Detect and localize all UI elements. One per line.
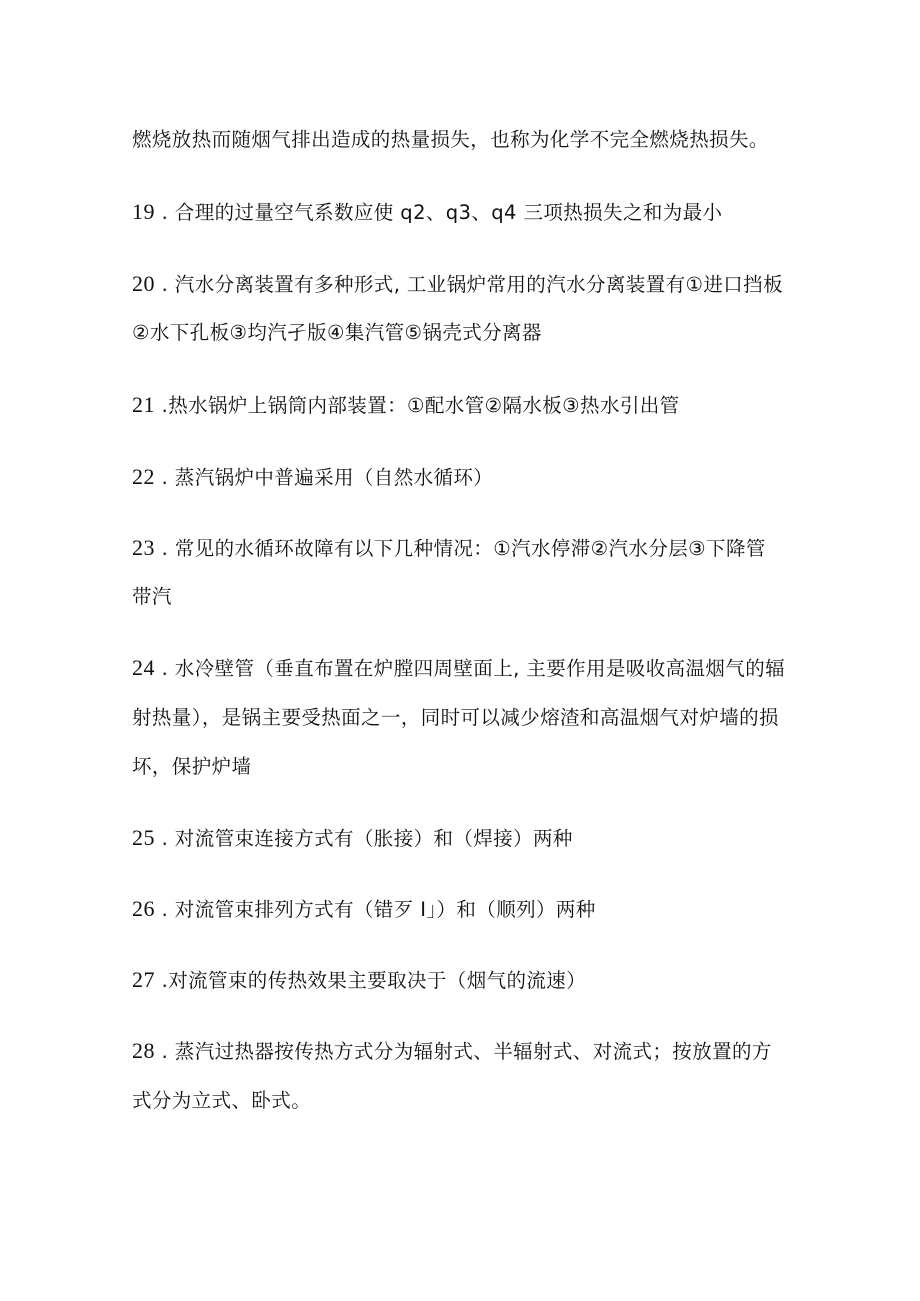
text-line (132, 755, 251, 779)
numbered-item-28 (132, 1039, 772, 1064)
item-number: 19 (132, 199, 155, 224)
item-text: 燃烧放热而随烟气排出造成的热量损失，也称为化学不完全燃烧热损失。 (132, 128, 769, 151)
text-line (132, 1089, 311, 1113)
item-text: 射热量），是锅主要受热面之一，同时可以减少熔渣和高温烟气对炉墙的损 (132, 706, 779, 729)
text-line (132, 321, 542, 345)
item-text: . 对流管束排列方式有（错歹 I」）和（顺列）两种 (155, 898, 596, 921)
text-line (132, 128, 769, 152)
item-text: 式分为立式、卧式。 (132, 1089, 312, 1112)
text-line (132, 585, 172, 609)
item-text: . 蒸汽过热器按传热方式分为辐射式、半辐射式、对流式；按放置的方 (155, 1040, 772, 1063)
item-number: 26 (132, 896, 155, 921)
item-number: 20 (132, 271, 155, 296)
numbered-item-24 (132, 656, 785, 681)
item-number: 27 (132, 967, 155, 992)
numbered-item-27 (132, 968, 586, 993)
item-number: 22 (132, 464, 155, 489)
numbered-item-25 (132, 826, 573, 851)
item-text: ②水下孔板③均汽孑版④集汽管⑤锅壳式分离器 (132, 321, 542, 344)
numbered-item-23 (132, 536, 766, 561)
item-text: . 汽水分离装置有多种形式, 工业锅炉常用的汽水分离装置有①进口挡板 (155, 273, 783, 296)
item-text: . 水冷壁管（垂直布置在炉膛四周壁面上, 主要作用是吸收高温烟气的辐 (155, 657, 785, 680)
item-text: .热水锅炉上锅筒内部装置：①配水管②隔水板③热水引出管 (155, 394, 680, 417)
item-text: . 常见的水循环故障有以下几种情况：①汽水停滞②汽水分层③下降管 (155, 537, 766, 560)
numbered-item-19 (132, 200, 722, 225)
item-text: . 对流管束连接方式有（胀接）和（焊接）两种 (155, 827, 573, 850)
item-number: 24 (132, 655, 155, 680)
numbered-item-26 (132, 897, 596, 922)
item-number: 28 (132, 1038, 155, 1063)
numbered-item-20 (132, 272, 783, 297)
item-text: 带汽 (132, 585, 172, 608)
item-number: 21 (132, 392, 155, 417)
numbered-item-21 (132, 393, 680, 418)
item-number: 23 (132, 535, 155, 560)
item-text: . 合理的过量空气系数应使 q2、q3、q4 三项热损失之和为最小 (155, 201, 723, 224)
numbered-item-22 (132, 465, 493, 490)
text-line (132, 706, 779, 730)
item-text: . 蒸汽锅炉中普遍采用（自然水循环） (155, 466, 494, 489)
item-text: 坏，保护炉墙 (132, 755, 252, 778)
item-text: .对流管束的传热效果主要取决于（烟气的流速） (155, 969, 587, 992)
item-number: 25 (132, 825, 155, 850)
